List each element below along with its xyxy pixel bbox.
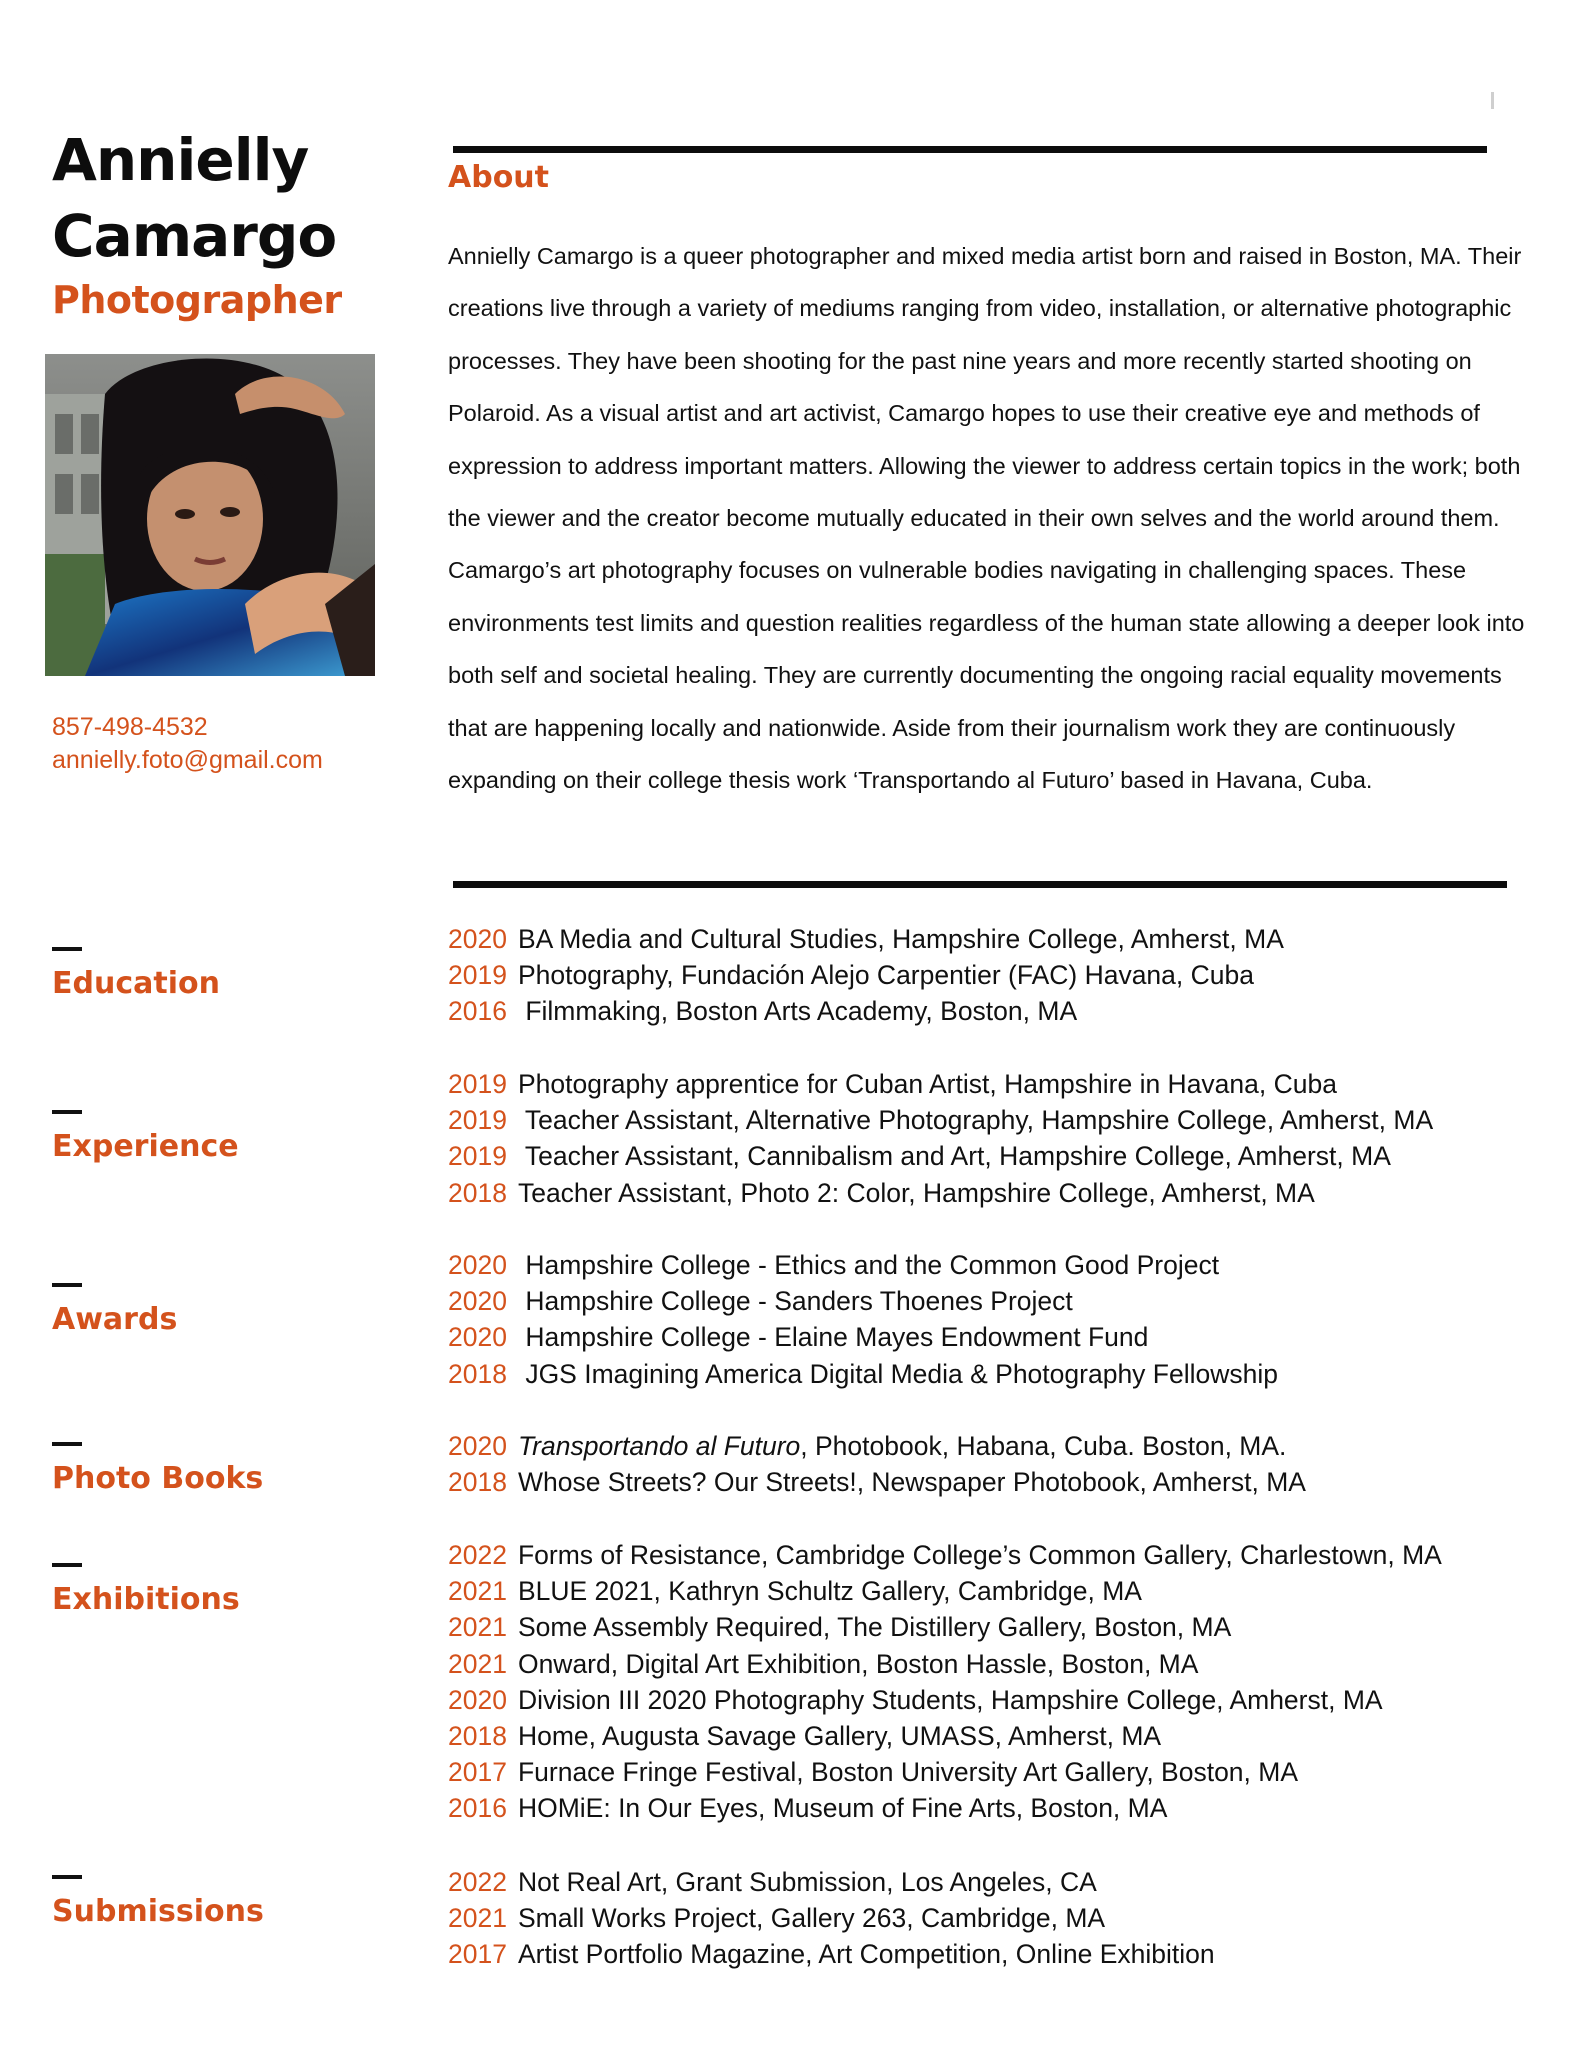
entry-text: Forms of Resistance, Cambridge College’s Common Gallery, Charlestown, MA — [517, 1540, 1442, 1570]
entry-text: Hampshire College - Ethics and the Common Good Project — [517, 1250, 1220, 1280]
page-title — [52, 122, 336, 274]
email-address[interactable]: annielly.foto@gmail.com — [52, 746, 323, 774]
exhibition-entry — [448, 1573, 1442, 1609]
exhibition-entry — [448, 1718, 1442, 1754]
contact-info — [52, 711, 323, 777]
about-text: Annielly Camargo is a queer photographer and mixed media artist born and raised in Boston, MA. Their creations live through a variety of mediums ranging from video, installation, or alternative photographic processes. They have been shooting for the past nine years and more recently started shooting on Polaroid. As a visual artist and art activist, Camargo hopes to use their creative eye and methods of expression to address important matters. Allowing the viewer to address certain topics in the work; both the viewer and the creator become mutually educated in their own selves and the world around them. Camargo’s art photography focuses on vulnerable bodies navigating in challenging spaces. These environments test limits and question realities regardless of the human state allowing a deeper look into both self and societal healing. They are currently documenting the ongoing racial equality movements that are happening locally and nationwide. Aside from their journalism work they are continuously expanding on their college thesis work ‘Transportando al Futuro’ based in Havana, Cuba. — [448, 243, 1525, 794]
exhibition-entry — [448, 1537, 1442, 1573]
portrait-photo — [45, 354, 375, 676]
entry-text: Hampshire College - Sanders Thoenes Project — [517, 1286, 1073, 1317]
entry-year: 2022 — [448, 1867, 507, 1897]
book-details: , Photobook, Habana, Cuba. Boston, MA. — [800, 1431, 1287, 1461]
submission-entry — [448, 1936, 1215, 1972]
entry-text: Division III 2020 Photography Students, Hampshire College, Amherst, MA — [517, 1684, 1383, 1715]
award-entry — [448, 1319, 1278, 1355]
entry-text: BA Media and Cultural Studies, Hampshire College, Amherst, MA — [517, 924, 1284, 954]
entry-text — [518, 1428, 1286, 1464]
entry-text: Home, Augusta Savage Gallery, UMASS, Amherst, MA — [517, 1721, 1162, 1752]
entry-text: HOMiE: In Our Eyes, Museum of Fine Arts, Boston, MA — [517, 1793, 1168, 1824]
entry-year: 2018 — [448, 1177, 507, 1208]
exhibitions-dash — [52, 1563, 82, 1567]
entry-text: Some Assembly Required, The Distillery Gallery, Boston, MA — [517, 1612, 1232, 1643]
entry-text: Onward, Digital Art Exhibition, Boston Hassle, Boston, MA — [517, 1648, 1199, 1679]
entry-year: 2016 — [448, 996, 507, 1027]
section-title-awards: Awards — [52, 1302, 178, 1337]
education-entry — [448, 921, 1284, 957]
photo-books-dash — [52, 1442, 82, 1446]
section-title-exhibitions: Exhibitions — [52, 1582, 240, 1617]
award-entry — [448, 1283, 1278, 1319]
exhibition-entry — [448, 1682, 1442, 1718]
entry-text: Teacher Assistant, Cannibalism and Art, Hampshire College, Amherst, MA — [517, 1141, 1391, 1172]
entry-year: 2020 — [448, 1286, 507, 1317]
entry-text: JGS Imagining America Digital Media & Photography Fellowship — [517, 1358, 1278, 1389]
role-subtitle: Photographer — [52, 278, 342, 322]
entry-year: 2019 — [448, 1069, 507, 1099]
education-dash — [52, 947, 82, 951]
entry-year: 2018 — [448, 1721, 507, 1752]
experience-entry — [448, 1066, 1433, 1102]
entry-text: Small Works Project, Gallery 263, Cambridge, MA — [517, 1903, 1106, 1934]
entry-year: 2020 — [448, 1250, 507, 1280]
experience-entry — [448, 1138, 1433, 1174]
entry-year: 2018 — [448, 1467, 507, 1498]
education-list — [448, 921, 1284, 1030]
top-divider — [453, 146, 1487, 153]
experience-entry — [448, 1102, 1433, 1138]
photo-book-entry — [448, 1428, 1306, 1464]
entry-year: 2017 — [448, 1757, 507, 1788]
entry-text: Artist Portfolio Magazine, Art Competition, Online Exhibition — [517, 1939, 1215, 1970]
award-entry — [448, 1247, 1278, 1283]
exhibition-entry — [448, 1609, 1442, 1645]
entry-text: Furnace Fringe Festival, Boston University Art Gallery, Boston, MA — [517, 1757, 1299, 1788]
entry-text: Photography apprentice for Cuban Artist, Hampshire in Havana, Cuba — [517, 1069, 1337, 1099]
experience-dash — [52, 1110, 82, 1114]
photo-books-list — [448, 1428, 1306, 1500]
entry-year: 2019 — [448, 1105, 507, 1136]
page-tick-mark — [1491, 92, 1494, 109]
entry-year: 2018 — [448, 1358, 507, 1389]
section-title-photo-books: Photo Books — [52, 1461, 264, 1496]
section-title-education: Education — [52, 966, 220, 1001]
award-entry — [448, 1356, 1278, 1392]
education-entry — [448, 993, 1284, 1029]
submission-entry — [448, 1864, 1215, 1900]
book-title-italic: Transportando al Futuro — [517, 1431, 801, 1461]
entry-text: Not Real Art, Grant Submission, Los Angeles, CA — [517, 1867, 1097, 1897]
entry-year: 2019 — [448, 960, 507, 991]
exhibition-entry — [448, 1646, 1442, 1682]
entry-text: Filmmaking, Boston Arts Academy, Boston, MA — [517, 996, 1078, 1027]
phone-number[interactable]: 857-498-4532 — [52, 713, 208, 741]
entry-year: 2020 — [448, 1431, 507, 1461]
entry-year: 2021 — [448, 1576, 507, 1607]
entry-year: 2021 — [448, 1612, 507, 1643]
entry-text: Hampshire College - Elaine Mayes Endowment Fund — [517, 1322, 1149, 1353]
submissions-list — [448, 1864, 1215, 1973]
name-last: Camargo — [52, 202, 337, 270]
middle-divider — [453, 881, 1507, 888]
exhibition-entry — [448, 1790, 1442, 1826]
experience-list — [448, 1066, 1433, 1211]
entry-year: 2016 — [448, 1793, 507, 1824]
entry-year: 2021 — [448, 1903, 507, 1934]
entry-year: 2020 — [448, 924, 507, 954]
exhibitions-list — [448, 1537, 1442, 1827]
section-title-submissions: Submissions — [52, 1894, 264, 1929]
section-title-experience: Experience — [52, 1129, 239, 1164]
entry-year: 2017 — [448, 1939, 507, 1970]
entry-year: 2019 — [448, 1141, 507, 1172]
experience-entry — [448, 1175, 1433, 1211]
awards-list — [448, 1247, 1278, 1392]
submissions-dash — [52, 1875, 82, 1879]
entry-text: BLUE 2021, Kathryn Schultz Gallery, Cambridge, MA — [517, 1576, 1142, 1607]
entry-text: Photography, Fundación Alejo Carpentier (FAC) Havana, Cuba — [517, 960, 1254, 991]
entry-year: 2022 — [448, 1540, 507, 1570]
education-entry — [448, 957, 1284, 993]
entry-text: Teacher Assistant, Alternative Photography, Hampshire College, Amherst, MA — [517, 1105, 1434, 1136]
exhibition-entry — [448, 1754, 1442, 1790]
submission-entry — [448, 1900, 1215, 1936]
entry-text: Teacher Assistant, Photo 2: Color, Hampshire College, Amherst, MA — [517, 1177, 1315, 1208]
about-title: About — [448, 160, 550, 195]
awards-dash — [52, 1283, 82, 1287]
name-first: Annielly — [52, 126, 309, 194]
photo-book-entry — [448, 1464, 1306, 1500]
entry-year: 2021 — [448, 1648, 507, 1679]
entry-year: 2020 — [448, 1684, 507, 1715]
entry-year: 2020 — [448, 1322, 507, 1353]
entry-text: Whose Streets? Our Streets!, Newspaper Photobook, Amherst, MA — [517, 1467, 1306, 1498]
